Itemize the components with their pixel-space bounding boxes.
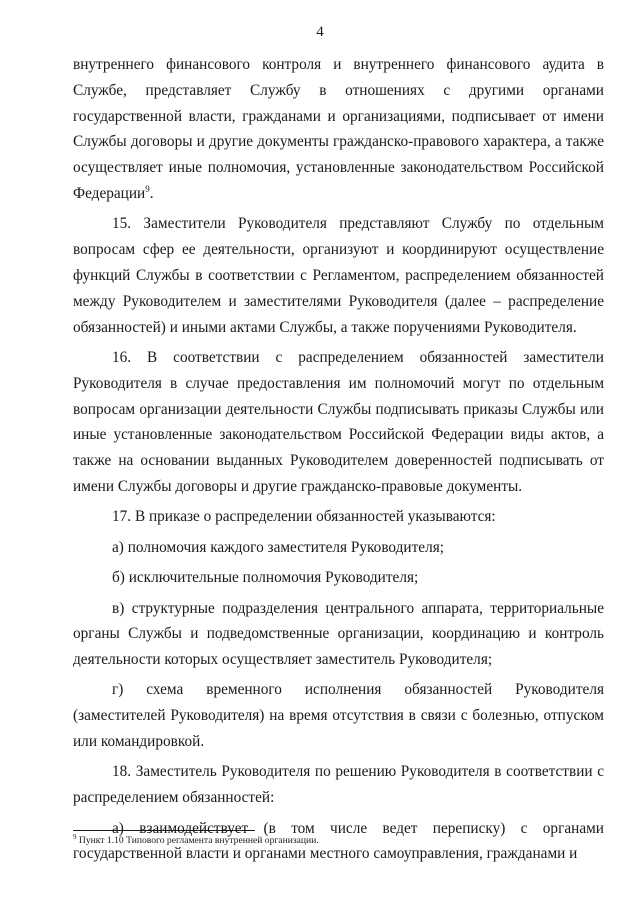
paragraph-16: 16. В соответствии с распределением обязанностей заместители Руководителя в случае предоставления им полномочий могут по отдельным вопросам организации деятельности Службы подписывать приказы Службы или иные установленные законодательством Российской Федерации виды актов, а также на основании выданных Руководителем доверенностей подписывать от имени Службы договоры и другие гражданско-правовые документы. bbox=[73, 348, 604, 495]
paragraph-text: внутреннего финансового контроля и внутреннего финансового аудита в Службе, представляет Службу в отношениях с другими органами государственной власти, гражданами и организациями, подписывает от имени Службы договоры и другие документы гражданско-правового характера, а также осуществляет иные полномочия, установленные законодательством Российской Федерации bbox=[73, 56, 604, 202]
paragraph-18: 18. Заместитель Руководителя по решению Руководителя в соответствии с распределением обязанностей: bbox=[73, 763, 604, 807]
paragraph-17-b: б) исключительные полномочия Руководителя; bbox=[112, 569, 419, 587]
paragraph-17-a: а) полномочия каждого заместителя Руководителя; bbox=[112, 538, 445, 556]
paragraph-18-a: а) взаимодействует (в том числе ведет переписку) с органами государственной власти и органами местного самоуправления, гражданами и bbox=[73, 819, 604, 863]
footnote-marker: 9 bbox=[73, 832, 77, 841]
document-body bbox=[73, 52, 604, 872]
footnote-separator bbox=[73, 830, 255, 831]
paragraph-15: 15. Заместители Руководителя представляют Службу по отдельным вопросам сфер ее деятельности, организуют и координируют осуществление функций Службы в соответствии с Регламентом, распределением обязанностей между Руководителем и заместителями Руководителя (далее – распределение обязанностей) и иными актами Службы, а также поручениями Руководителя. bbox=[73, 215, 604, 336]
paragraph-end-punctuation: . bbox=[149, 184, 154, 202]
page-number: 4 bbox=[316, 24, 324, 40]
paragraph-17-g: г) схема временного исполнения обязанностей Руководителя (заместителей Руководителя) на время отсутствия в связи с болезнью, отпуском или командировкой. bbox=[73, 681, 604, 751]
footnote-reference: 9 bbox=[145, 183, 150, 194]
paragraph-17: 17. В приказе о распределении обязанностей указываются: bbox=[112, 508, 496, 526]
footnote-text: Пункт 1.10 Типового регламента внутренней организации. bbox=[78, 835, 319, 846]
paragraph-17-v: в) структурные подразделения центрального аппарата, территориальные органы Службы и подведомственные организации, координацию и контроль деятельности которых осуществляет заместитель Руководителя; bbox=[73, 599, 604, 669]
footnote bbox=[73, 834, 604, 847]
paragraph-continuation bbox=[73, 52, 604, 207]
